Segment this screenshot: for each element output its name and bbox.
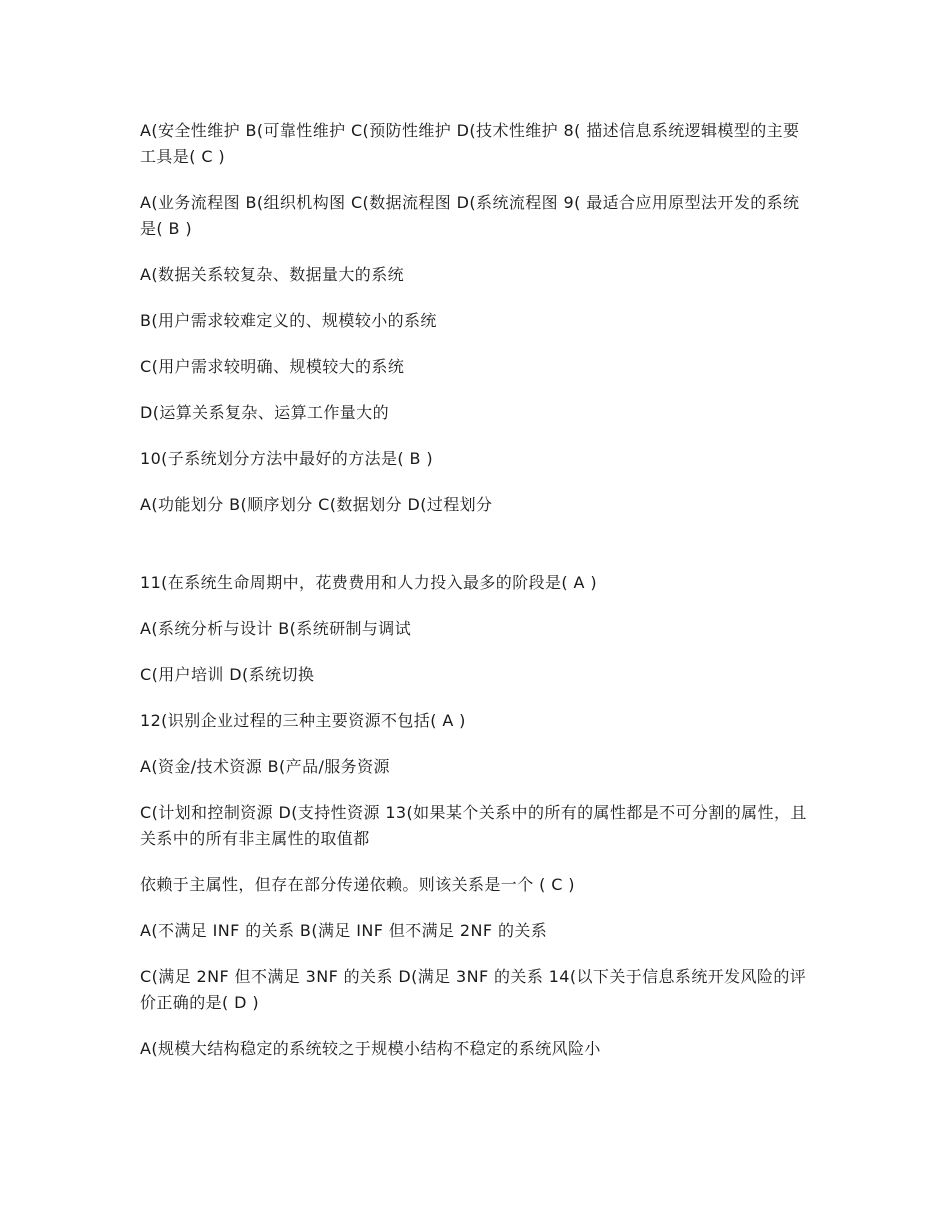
paragraph-q12-question: 12(识别企业过程的三种主要资源不包括( A ) bbox=[140, 711, 466, 730]
paragraph-q11-options-ab: A(系统分析与设计 B(系统研制与调试 bbox=[140, 619, 412, 638]
document-page bbox=[140, 118, 810, 1082]
paragraph-q14-question: C(满足 2NF 但不满足 3NF 的关系 D(满足 3NF 的关系 14(以下关于信息系统开发风险的评价正确的是( D ) bbox=[140, 967, 807, 1012]
paragraph-q9-option-d: D(运算关系复杂、运算工作量大的 bbox=[140, 403, 389, 422]
paragraph-q10-options: A(功能划分 B(顺序划分 C(数据划分 D(过程划分 bbox=[140, 495, 493, 514]
paragraph-q13-question-cont: 依赖于主属性，但存在部分传递依赖。则该关系是一个 ( C ) bbox=[140, 875, 575, 894]
paragraph-q13-question: C(计划和控制资源 D(支持性资源 13(如果某个关系中的所有的属性都是不可分割的属性，且关系中的所有非主属性的取值都 bbox=[140, 803, 807, 848]
paragraph-q9-option-b: B(用户需求较难定义的、规模较小的系统 bbox=[140, 311, 437, 330]
paragraph-q12-options-ab: A(资金/技术资源 B(产品/服务资源 bbox=[140, 757, 390, 776]
paragraph-q13-options-ab: A(不满足 INF 的关系 B(满足 INF 但不满足 2NF 的关系 bbox=[140, 921, 548, 940]
paragraph-q9-option-a: A(数据关系较复杂、数据量大的系统 bbox=[140, 265, 404, 284]
paragraph-q8-options: A(安全性维护 B(可靠性维护 C(预防性维护 D(技术性维护 8( 描述信息系统逻辑模型的主要工具是( C ) bbox=[140, 121, 800, 166]
paragraph-q11-question: 11(在系统生命周期中，花费费用和人力投入最多的阶段是( A ) bbox=[140, 573, 598, 592]
paragraph-q14-option-a: A(规模大结构稳定的系统较之于规模小结构不稳定的系统风险小 bbox=[140, 1039, 601, 1058]
paragraph-q9-options: A(业务流程图 B(组织机构图 C(数据流程图 D(系统流程图 9( 最适合应用原型法开发的系统是( B ) bbox=[140, 193, 800, 238]
paragraph-q10-question: 10(子系统划分方法中最好的方法是( B ) bbox=[140, 449, 434, 468]
paragraph-q11-options-cd: C(用户培训 D(系统切换 bbox=[140, 665, 315, 684]
paragraph-q9-option-c: C(用户需求较明确、规模较大的系统 bbox=[140, 357, 405, 376]
